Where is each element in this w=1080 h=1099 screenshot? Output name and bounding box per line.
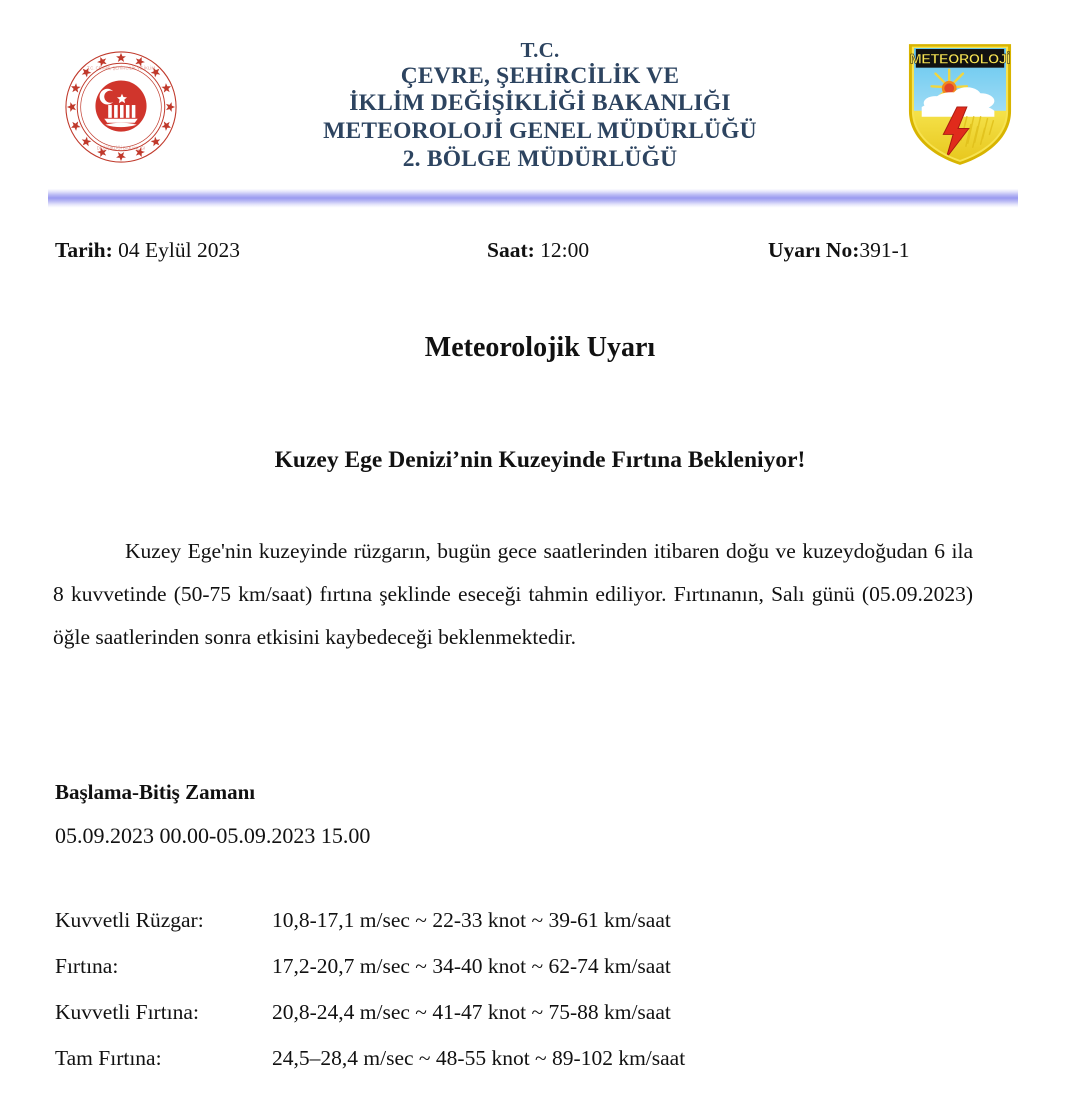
header-divider-bar [48,187,1018,209]
page-title: Meteorolojik Uyarı [424,332,656,363]
org-line-two: ÇEVRE, ŞEHİRCİLİK VE [400,62,680,89]
org-line-three: İKLİM DEĞİŞİKLİĞİ BAKANLIĞI [349,90,731,117]
meteoroloji-logo-text: METEOROLOJİ [909,51,1011,68]
warning-number-label: Uyarı No: [768,238,860,262]
ministry-emblem [62,48,180,166]
org-line-five: 2. BÖLGE MÜDÜRLÜĞÜ [402,145,678,172]
org-line-tc: T.C. [520,38,560,62]
date-label: Tarih: [55,238,113,262]
scale-value: 24,5–28,4 m/sec ~ 48-55 knot ~ 89-102 km/saat [272,1046,686,1070]
svg-text:DEĞİŞİKLİĞİ BAKANLIĞI: DEĞİŞİKLİĞİ BAKANLIĞI [96,145,146,151]
scale-label: Kuvvetli Fırtına: [55,1000,199,1024]
document-meta-row [0,238,1080,268]
table-row [55,908,955,954]
time-value: 12:00 [534,238,590,262]
time-field [487,238,589,263]
scale-value: 10,8-17,1 m/sec ~ 22-33 knot ~ 39-61 km/saat [272,908,671,932]
scale-label: Tam Fırtına: [55,1046,162,1070]
scale-value: 20,8-24,4 m/sec ~ 41-47 knot ~ 75-88 km/saat [272,1000,671,1024]
organisation-title [190,38,890,174]
date-field [55,238,240,263]
warning-number-field [768,238,910,263]
table-row [55,1046,955,1071]
meteoroloji-shield-logo [906,42,1014,166]
scale-label: Fırtına: [55,954,119,978]
period-label: Başlama-Bitiş Zamanı [55,780,256,804]
warning-body-text: Kuzey Ege'nin kuzeyinde rüzgarın, bugün gece saatlerinden itibaren doğu ve kuzeydoğudan 6 ila 8 kuvvetinde (50-75 km/saat) fırtına şeklinde eseceği tahmin ediliyor. Fırtınanın, Salı günü (05.09.2023) öğle saatlerinden sonra etkisini kaybedeceği beklenmektedir. [53,539,973,649]
table-row [55,954,955,1000]
period-value: 05.09.2023 00.00-05.09.2023 15.00 [55,823,371,848]
table-row [55,1000,955,1046]
time-label: Saat: [487,238,535,262]
org-line-four: METEOROLOJİ GENEL MÜDÜRLÜĞÜ [323,118,757,145]
date-value: 04 Eylül 2023 [112,238,240,262]
scale-value: 17,2-20,7 m/sec ~ 34-40 knot ~ 62-74 km/saat [272,954,671,978]
document-header [0,0,1080,175]
period-block [55,782,855,847]
scale-label: Kuvvetli Rüzgar: [55,908,204,932]
warning-subtitle: Kuzey Ege Denizi’nin Kuzeyinde Fırtına Bekleniyor! [274,447,806,473]
svg-text:T.C. ÇEVRE, ŞEHİRCİLİK VE İKLİ: T.C. ÇEVRE, ŞEHİRCİLİK VE İKLİM [87,65,155,71]
warning-number-value: 391-1 [859,238,910,262]
wind-scale-table [55,908,955,1071]
